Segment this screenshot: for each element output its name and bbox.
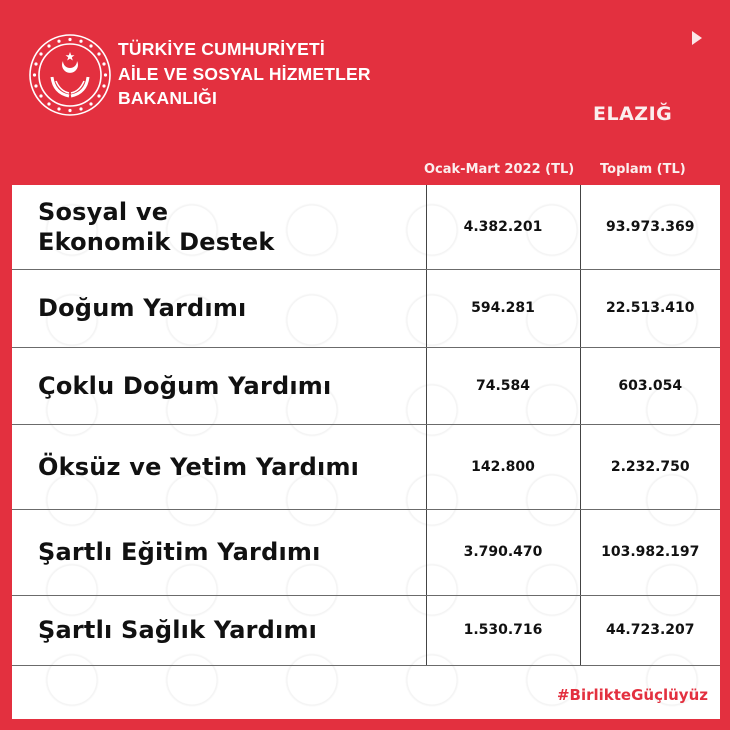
ministry-name <box>118 37 371 111</box>
play-icon[interactable] <box>692 31 702 45</box>
aid-table <box>12 185 720 666</box>
table-row <box>12 269 720 347</box>
org-line: BAKANLIĞI <box>118 88 218 108</box>
table-row <box>12 595 720 665</box>
ministry-emblem-icon <box>28 33 112 117</box>
row-label: Şartlı Sağlık Yardımı <box>12 595 426 665</box>
row-label: Doğum Yardımı <box>12 269 426 347</box>
q1-2022-value: 1.530.716 <box>426 595 580 665</box>
q1-2022-value: 74.584 <box>426 347 580 424</box>
table-row <box>12 509 720 595</box>
row-label: Öksüz ve Yetim Yardımı <box>12 424 426 509</box>
table-row <box>12 185 720 269</box>
q1-2022-value: 594.281 <box>426 269 580 347</box>
total-value: 44.723.207 <box>580 595 720 665</box>
table-row <box>12 424 720 509</box>
column-header-q1-2022: Ocak-Mart 2022 (TL) <box>424 162 575 177</box>
row-label: Çoklu Doğum Yardımı <box>12 347 426 424</box>
q1-2022-value: 3.790.470 <box>426 509 580 595</box>
total-value: 103.982.197 <box>580 509 720 595</box>
table-row <box>12 347 720 424</box>
org-line: AİLE VE SOSYAL HİZMETLER <box>118 63 371 84</box>
total-value: 2.232.750 <box>580 424 720 509</box>
city-title: ELAZIĞ <box>593 103 673 125</box>
column-header-total: Toplam (TL) <box>600 162 686 177</box>
org-line: TÜRKİYE CUMHURİYETİ <box>118 39 325 59</box>
q1-2022-value: 4.382.201 <box>426 185 580 269</box>
row-label: Sosyal ve Ekonomik Destek <box>12 185 426 269</box>
total-value: 22.513.410 <box>580 269 720 347</box>
total-value: 93.973.369 <box>580 185 720 269</box>
hashtag: #BirlikteGüçlüyüz <box>556 686 708 704</box>
total-value: 603.054 <box>580 347 720 424</box>
q1-2022-value: 142.800 <box>426 424 580 509</box>
row-label: Şartlı Eğitim Yardımı <box>12 509 426 595</box>
